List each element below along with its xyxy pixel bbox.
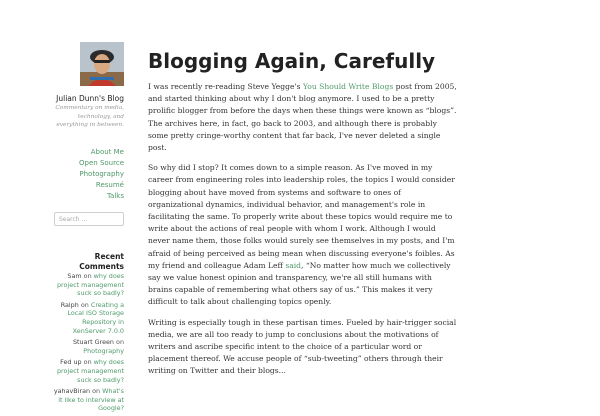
comment-post-link[interactable]: why does project management suck so badly? — [56, 358, 124, 384]
sidebar-nav — [79, 147, 124, 202]
search-input[interactable] — [54, 212, 124, 226]
p2-text-before: So why did I stop? It comes down to a simple reason. As I've moved in my career from engineering roles into leadership roles, the topics I would consider blogging about have moved from systems and software to ones of organizational dynamics, individual behavior, and management's role in facilitating the same. To properly write about these topics would require me to write about the actions of real people with whom I work. Although I would never name them, those folks would surely see themselves in my posts, and I'm afraid of being perceived as being mean when discussing everyone's foibles. As my friend and colleague Adam Leff — [148, 163, 455, 270]
comment-post-link[interactable]: Creating a Local ISO Storage Repository in XenServer 7.0.0 — [67, 300, 124, 335]
article-title: Blogging Again, Carefully — [148, 49, 436, 73]
recent-comment — [52, 358, 124, 384]
recent-comment — [52, 272, 124, 298]
nav-photography[interactable]: Photography — [79, 170, 124, 178]
nav-about-me[interactable]: About Me — [90, 148, 124, 156]
comment-on: on — [83, 358, 92, 367]
article-paragraph-3: Writing is especially tough in these partisan times. Fueled by hair-trigger social media, we are all too ready to jump to conclusions about the motivations of writers and ascribe specific intent to the choice of a particular word or placement thereof. We accuse people of “sub-tweeting” others through their writing on Twitter and their blogs... — [148, 317, 457, 376]
article-paragraph-1 — [148, 81, 458, 154]
comment-on: on — [80, 300, 89, 309]
recent-comment — [52, 301, 124, 335]
comment-author: Ralph — [60, 300, 79, 309]
recent-comments-title: Recent Comments — [79, 252, 124, 271]
comment-on: on — [92, 387, 101, 396]
comment-author: Fed up — [60, 358, 82, 367]
avatar-photo — [80, 42, 124, 86]
comment-on: on — [116, 338, 124, 347]
p2-text-after: , “No matter how much we collectively say we value honest opinion and transparency, we're all still humans with brains capable of remembering what others say of us.” This makes it very difficult to talk about challenging topics openly. — [148, 260, 451, 307]
nav-talks[interactable]: Talks — [106, 192, 124, 200]
said-link[interactable]: said — [285, 260, 302, 270]
nav-resume[interactable]: Resumé — [95, 181, 124, 189]
recent-comment — [52, 387, 124, 413]
avatar[interactable] — [80, 42, 124, 86]
sidebar — [0, 0, 124, 413]
blog-name[interactable]: Julian Dunn's Blog — [56, 94, 124, 103]
recent-comments-list — [52, 272, 124, 416]
p1-text-before: I was recently re-reading Steve Yegge's — [148, 82, 303, 91]
comment-post-link[interactable]: Photography — [83, 346, 124, 355]
blog-tagline: Commentary on media, technology, and everything in between. — [55, 105, 124, 128]
comment-author: yahavBiran — [53, 387, 91, 396]
article-paragraph-2 — [148, 162, 458, 308]
comment-on: on — [83, 272, 92, 280]
recent-comment — [52, 338, 124, 355]
you-should-write-blogs-link[interactable]: You Should Write Blogs — [302, 82, 394, 91]
comment-post-link[interactable]: why does project management suck so badly? — [56, 272, 124, 298]
comment-author: Sam — [67, 272, 82, 280]
comment-post-link[interactable]: What's it like to interview at Google? — [58, 387, 124, 413]
nav-open-source[interactable]: Open Source — [79, 159, 124, 167]
p1-text-after: post from 2005, and started thinking about why I don't blog anymore. I used to be a pretty prolific blogger from before the days when these things were known as “blogs”. The archives here, in fact, go back to 2003, and although there is probably some pretty cringe-worthy content that far back, I've never deleted a single post. — [148, 82, 457, 153]
article — [148, 50, 458, 386]
comment-author: Stuart Green — [72, 338, 114, 347]
